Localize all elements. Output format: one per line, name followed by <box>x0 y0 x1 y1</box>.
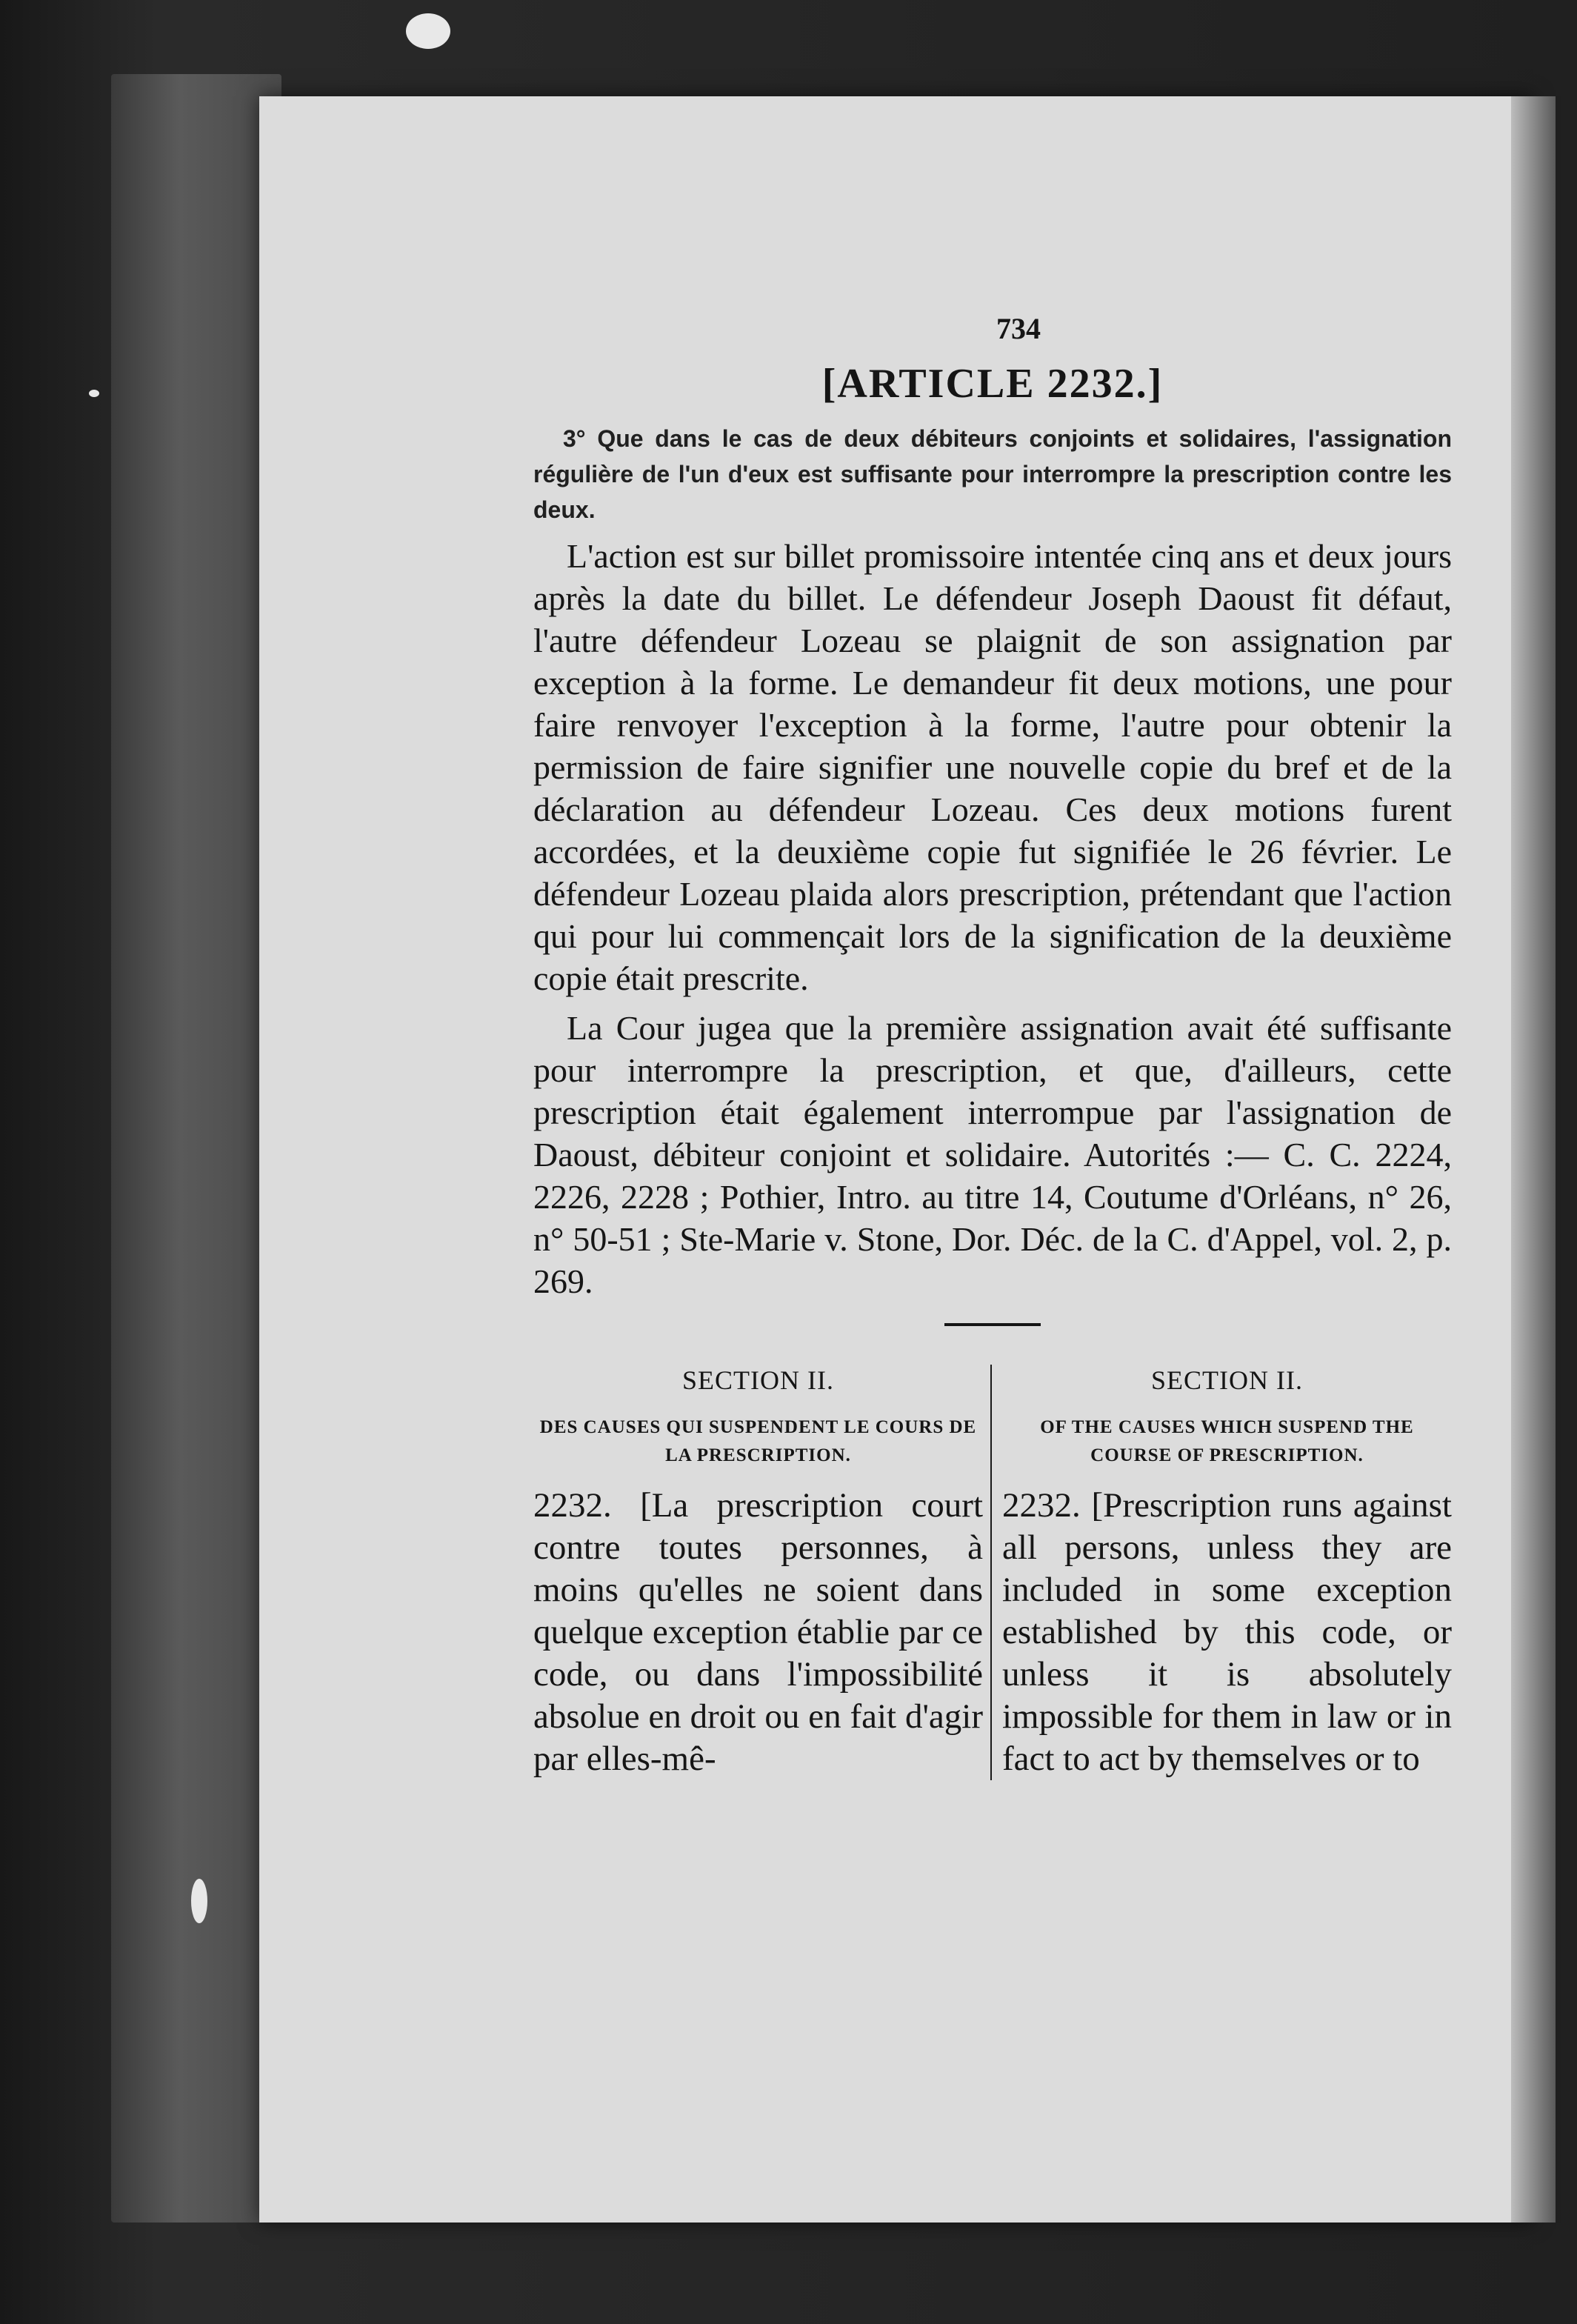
film-speck <box>406 13 450 49</box>
section-subtitle-fr: DES CAUSES QUI SUSPENDENT LE COURS DE LA PRESCRIPTION. <box>539 1417 977 1465</box>
french-column <box>533 1365 990 1780</box>
page-content <box>533 311 1452 1780</box>
page-number: 734 <box>996 312 1041 345</box>
separator-rule <box>944 1323 1041 1326</box>
case-facts-paragraph: L'action est sur billet promissoire intentée cinq ans et deux jours après la date du billet. Le défendeur Joseph Daoust fit défaut, l'autre défendeur Lozeau se plaignit de son assignation par exception à la forme. Le demandeur fit deux motions, une pour faire renvoyer l'exception à la forme, l'autre pour obtenir la permission de faire signifier une nouvelle copie du bref et de la déclaration au défendeur Lozeau. Ces deux motions furent accordées, et la deuxième copie fut signifiée le 26 février. Le défendeur Lozeau plaida alors prescription, prétendant que l'action qui pour lui commençait lors de la signification de la deuxième copie était prescrite. <box>533 537 1452 997</box>
film-speck <box>89 390 99 397</box>
article-text-en: 2232. [Prescription runs against all persons, unless they are included in some exception established by this code, or unless it is absolutely impossible for them in law or in fact to act by themselves or to <box>1001 1486 1452 1778</box>
page-edge-shadow <box>1511 96 1556 2223</box>
article-heading: [ARTICLE 2232.] <box>821 361 1164 407</box>
court-ruling-paragraph: La Cour jugea que la première assignation avait été suffisante pour interrompre la prescription, et que, d'ailleurs, cette prescription était également interrompue par l'assignation de Daoust, débiteur conjoint et solidaire. Autorités :— C. C. 2224, 2226, 2228 ; Pothier, Intro. au titre 14, Coutume d'Orléans, n° 26, n° 50-51 ; Ste-Marie v. Stone, Dor. Déc. de la C. d'Appel, vol. 2, p. 269. <box>533 1009 1452 1300</box>
article-text-fr: 2232. [La prescription court contre toutes personnes, à moins qu'elles ne soient dans quelque exception établie par ce code, ou dans l'impossibilité absolue en droit ou en fait d'agir par elles-mê- <box>533 1486 983 1778</box>
bilingual-columns <box>533 1365 1452 1780</box>
english-column <box>992 1365 1452 1780</box>
case-note: 3° Que dans le cas de deux débiteurs conjoints et solidaires, l'assignation régulière de l'un d'eux est suffisante pour interrompre la prescription contre les deux. <box>533 425 1452 523</box>
film-speck <box>191 1879 207 1923</box>
section-title-en: SECTION II. <box>1150 1365 1303 1395</box>
section-title-fr: SECTION II. <box>682 1365 834 1395</box>
section-subtitle-en: OF THE CAUSES WHICH SUSPEND THE COURSE OF PRESCRIPTION. <box>1040 1417 1414 1465</box>
